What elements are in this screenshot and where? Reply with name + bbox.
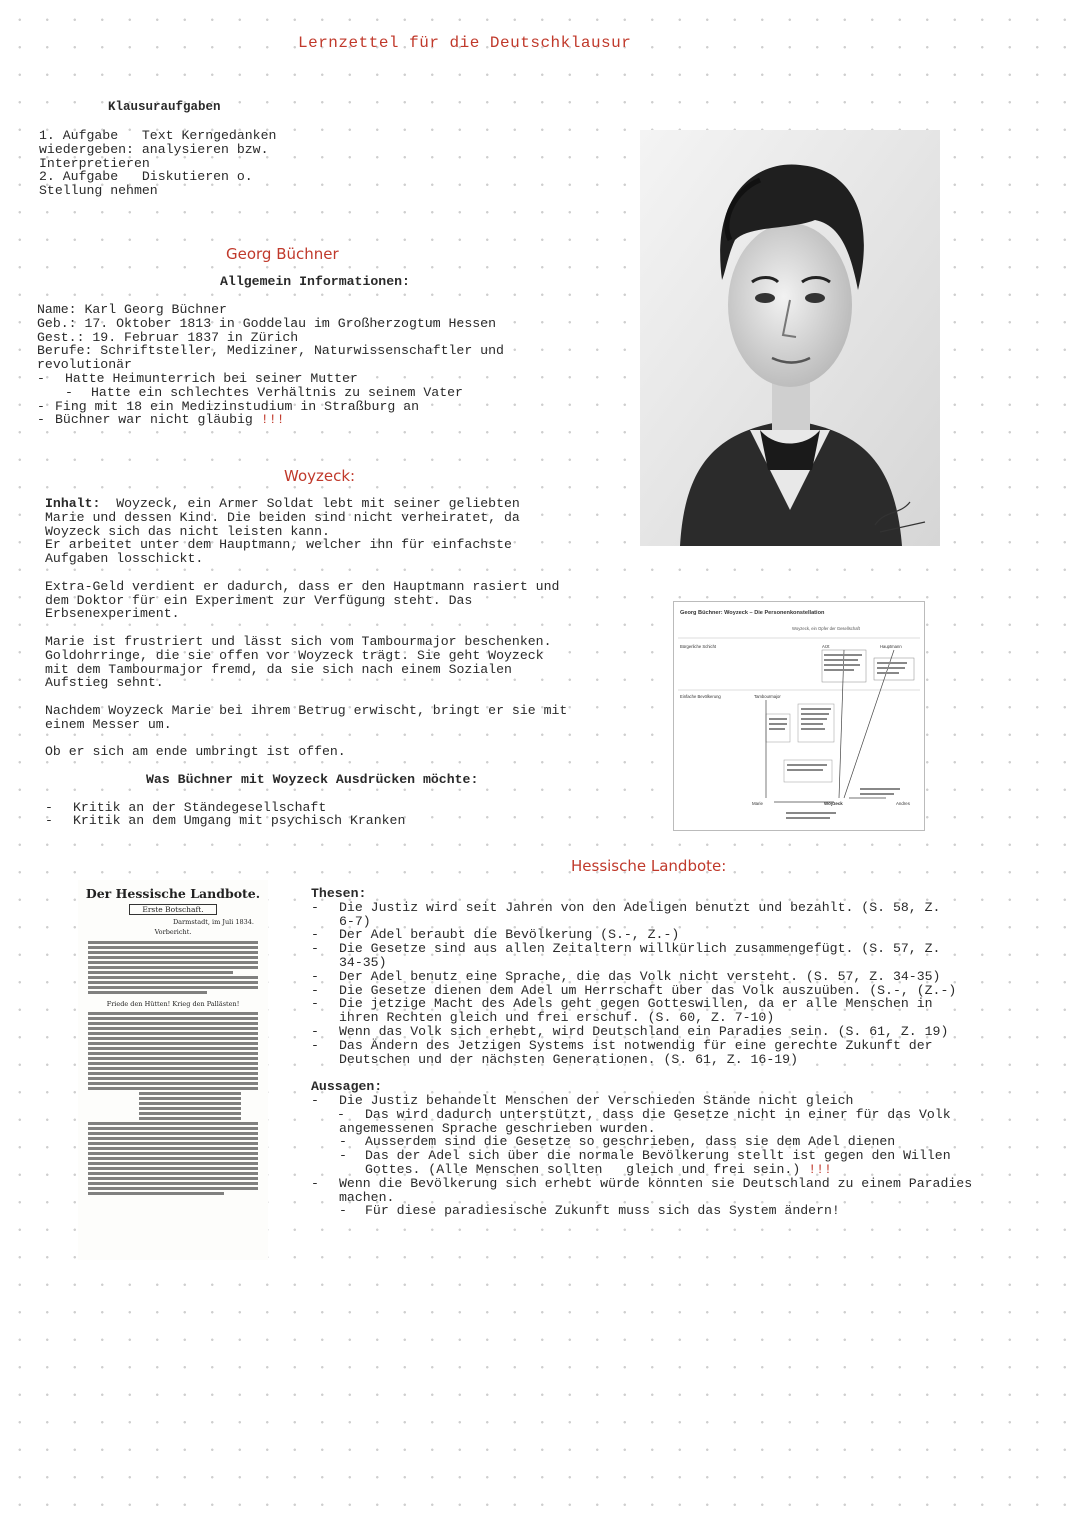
info-line: Name: Karl Georg Büchner [37, 302, 227, 317]
info-bullet: - Fing mit 18 ein Medizinstudium in Straßburg an [37, 400, 504, 414]
klausur-line: wiedergeben: analysieren bzw. [39, 141, 269, 157]
aussage-item [311, 1149, 1051, 1177]
landbote-page-vorbericht: Vorbericht. [154, 928, 192, 936]
label-andres: Andres [896, 801, 910, 806]
info-line: Gest.: 19. Februar 1837 in Zürich [37, 329, 299, 345]
personen-diagram [673, 601, 925, 831]
intent-bullets [45, 801, 625, 829]
aussage-item: - Ausserdem sind die Gesetze so geschrieben, dass sie dem Adel dienen [311, 1135, 1051, 1149]
landbote-heading: Hessische Landbote: [571, 857, 727, 875]
info-line: revolutionär [37, 357, 132, 373]
portrait-drawing [640, 130, 940, 546]
klausur-line: Interpretieren [39, 155, 150, 171]
inhalt-line: Marie und dessen Kind. Die beiden sind nicht verheiratet, da [45, 509, 520, 525]
these-item: - Das Ändern des Jetzigen Systems ist notwendig für eine gerechte Zukunft der Deutschen und der nächsten Generationen. (S. 61, Z. 16-19) [311, 1039, 1051, 1067]
aussage-text: Das wird dadurch unterstützt, dass die Gesetze nicht in einer für das Volk angemessenen Sprache geschrieben wurden. [339, 1106, 951, 1136]
inhalt-line: Woyzeck sich das nicht leisten kann. [45, 523, 330, 539]
diagram-svg [674, 602, 924, 830]
landbote-page-subtitle: Erste Botschaft. [129, 904, 217, 915]
landbote-page-textblock [78, 936, 268, 994]
info-line: Berufe: Schriftsteller, Mediziner, Naturwissenschaftler und [37, 343, 504, 359]
inhalt-label: Inhalt: [45, 496, 101, 511]
klausur-line: 2. Aufgabe Diskutieren o. [39, 169, 253, 185]
thesen-list [311, 901, 1051, 1067]
aussage-item: - Die Justiz behandelt Menschen der Verschieden Stände nicht gleich [311, 1094, 1051, 1108]
landbote-content [311, 887, 1051, 1218]
para5-line: Ob er sich am ende umbringt ist offen. [45, 744, 346, 760]
para3-line: mit dem Tambourmajor fremd, da sie sich nach einem Sozialen [45, 661, 512, 677]
label-einfache: Einfache Bevölkerung [680, 694, 721, 699]
info-bullet [37, 413, 504, 427]
para4-line: einem Messer um. [45, 716, 172, 732]
label-arzt: Arzt [822, 644, 830, 649]
klausur-heading: Klausuraufgaben [108, 100, 221, 114]
label-buergerliche: Bürgerliche Schicht [680, 644, 717, 649]
inhalt-text: Woyzeck, ein Armer Soldat lebt mit seiner geliebten [100, 496, 520, 511]
these-item: - Der Adel beraubt die Bevölkerung (S.-, Z.-) [311, 928, 1051, 942]
emphasis-mark: !!! [260, 412, 285, 428]
these-item: - Der Adel benutz eine Sprache, die das Volk nicht versteht. (S. 57, Z. 34-35) [311, 970, 1051, 984]
intent-bullet: - Kritik an der Ständegesellschaft [45, 801, 625, 815]
landbote-page-slogan: Friede den Hütten! Krieg den Pallästen! [106, 1000, 240, 1008]
these-item: - Die Gesetze dienen dem Adel um Herrschaft über das Volk auszuüben. (S.-, (Z.-) [311, 984, 1051, 998]
info-bullet: - Hatte ein schlechtes Verhältnis zu seinem Vater [37, 386, 504, 400]
info-bullet-text: Büchner war nicht gläubig [55, 412, 253, 428]
thesen-label: Thesen: [311, 886, 367, 901]
landbote-page-image [78, 880, 268, 1260]
klausur-line: Stellung nehmen [39, 183, 158, 199]
label-marie: Marie [752, 801, 763, 806]
buechner-heading: Georg Büchner [226, 245, 339, 263]
aussage-item [311, 1108, 1051, 1136]
buechner-portrait [640, 130, 940, 546]
label-hauptmann: Hauptmann [880, 644, 902, 649]
landbote-page-dateline: Darmstadt, im Juli 1834. [172, 918, 254, 926]
aussagen-list [311, 1094, 1051, 1218]
info-bullets [37, 372, 504, 427]
klausur-block [39, 129, 276, 198]
para2-line: Erbsenexperiment. [45, 606, 180, 622]
diagram-subtitle: Woyzeck, ein Opfer der Gesellschaft [792, 626, 860, 631]
label-woyzeck: Woyzeck [824, 801, 843, 806]
aussage-item: - Wenn die Bevölkerung sich erhebt würde könnten sie Deutschland zu einem Paradies machen. [311, 1177, 1051, 1205]
para3-line: Aufstieg sehnt. [45, 675, 164, 691]
these-item: - Die Justiz wird seit Jahren von den Adeligen benutzt und bezahlt. (S. 58, Z. 6-7) [311, 901, 1051, 929]
aussage-item: - Für diese paradiesische Zukunft muss sich das System ändern! [311, 1204, 1051, 1218]
info-bullet: - Hatte Heimunterrich bei seiner Mutter [37, 372, 504, 386]
landbote-page-body [78, 1008, 268, 1195]
para4-line: Nachdem Woyzeck Marie bei ihrem Betrug erwischt, bringt er sie mit [45, 702, 568, 718]
these-item: - Wenn das Volk sich erhebt, wird Deutschland ein Paradies sein. (S. 61, Z. 19) [311, 1025, 1051, 1039]
buechner-info [37, 303, 504, 427]
inhalt-line: Er arbeitet unter dem Hauptmann, welcher ihn für einfachste [45, 537, 512, 553]
diagram-title: Georg Büchner: Woyzeck – Die Personenkonstellation [680, 610, 825, 616]
woyzeck-content [45, 497, 625, 828]
inhalt-line: Aufgaben losschickt. [45, 551, 204, 567]
inhalt-line [45, 497, 625, 511]
intent-bullet: - Kritik an dem Umgang mit psychisch Kranken [45, 814, 625, 828]
page-title: Lernzettel für die Deutschklausur [298, 34, 632, 52]
label-tambour: Tambourmajor [754, 694, 781, 699]
these-item: - Die jetzige Macht des Adels geht gegen Gotteswillen, da er alle Menschen in ihren Rechten gleich und frei erschuf. (S. 60, Z. 7-10) [311, 997, 1051, 1025]
emphasis-mark: !!! [808, 1161, 832, 1177]
aussage-text: Das der Adel sich über die normale Bevölkerung stellt ist gegen den Willen Gottes. (Alle Menschen sollten gleich und frei sein.) [365, 1148, 951, 1177]
para3-line: Marie ist frustriert und lässt sich vom Tambourmajor beschenken. [45, 633, 552, 649]
klausur-line: 1. Aufgabe Text Kerngedanken [39, 128, 277, 143]
info-line: Geb.: 17. Oktober 1813 in Goddelau im Großherzogtum Hessen [37, 315, 496, 331]
aussagen-label: Aussagen: [311, 1079, 383, 1095]
para2-line: Extra-Geld verdient er dadurch, dass er den Hauptmann rasiert und [45, 578, 560, 594]
landbote-page-title: Der Hessische Landbote. [85, 886, 261, 901]
para3-line: Goldohrringe, die sie offen vor Woyzeck trägt. Sie geht Woyzeck [45, 647, 544, 663]
intent-heading: Was Büchner mit Woyzeck Ausdrücken möchte: [146, 771, 479, 787]
buechner-subheading: Allgemein Informationen: [220, 274, 410, 289]
para2-line: dem Doktor für ein Experiment zur Verfügung steht. Das [45, 592, 473, 608]
woyzeck-heading: Woyzeck: [284, 467, 356, 485]
these-item: - Die Gesetze sind aus allen Zeitaltern willkürlich zusammengefügt. (S. 57, Z. 34-35) [311, 942, 1051, 970]
